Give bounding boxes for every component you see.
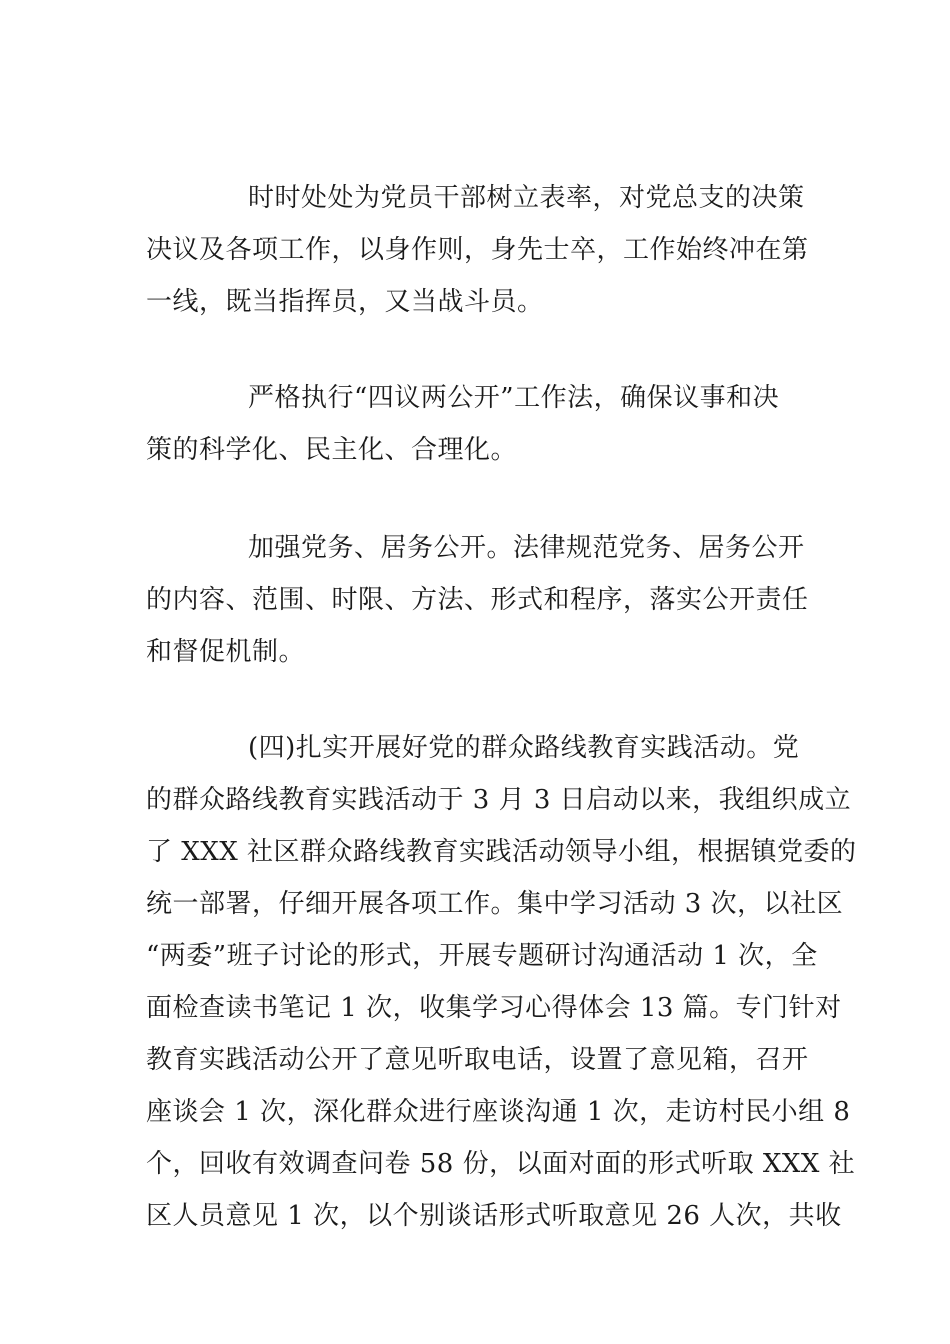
text-line: 时时处处为党员干部树立表率，对党总支的决策 (248, 183, 805, 213)
text-line: 了 XXX 社区群众路线教育实践活动领导小组，根据镇党委的 (146, 837, 857, 867)
text-line: 座谈会 1 次，深化群众进行座谈沟通 1 次，走访村民小组 8 (146, 1097, 851, 1127)
text-line: 的内容、范围、时限、方法、形式和程序，落实公开责任 (146, 585, 809, 615)
paragraph-mass-line-education (146, 722, 857, 1242)
paragraph-four-discussions (146, 372, 810, 476)
paragraph-leadership (146, 172, 810, 328)
text-line: 严格执行“四议两公开”工作法，确保议事和决 (248, 383, 780, 413)
text-line: 个，回收有效调查问卷 58 份，以面对面的形式听取 XXX 社 (146, 1149, 856, 1179)
text-line: “两委”班子讨论的形式，开展专题研讨沟通活动 1 次，全 (146, 941, 818, 971)
text-line: 面检查读书笔记 1 次，收集学习心得体会 13 篇。专门针对 (146, 993, 842, 1023)
text-line: 加强党务、居务公开。法律规范党务、居务公开 (248, 533, 805, 563)
text-line: 决议及各项工作，以身作则，身先士卒，工作始终冲在第 (146, 235, 809, 265)
text-line: (四)扎实开展好党的群众路线教育实践活动。党 (248, 733, 800, 763)
text-line: 区人员意见 1 次，以个别谈话形式听取意见 26 人次，共收 (146, 1201, 842, 1231)
text-line: 统一部署，仔细开展各项工作。集中学习活动 3 次，以社区 (146, 889, 844, 919)
text-line: 一线，既当指挥员，又当战斗员。 (146, 287, 544, 317)
text-line: 策的科学化、民主化、合理化。 (146, 435, 518, 465)
paragraph-public-affairs (146, 522, 810, 678)
text-line: 和督促机制。 (146, 637, 306, 667)
text-line: 的群众路线教育实践活动于 3 月 3 日启动以来，我组织成立 (146, 785, 852, 815)
text-line: 教育实践活动公开了意见听取电话，设置了意见箱，召开 (146, 1045, 809, 1075)
